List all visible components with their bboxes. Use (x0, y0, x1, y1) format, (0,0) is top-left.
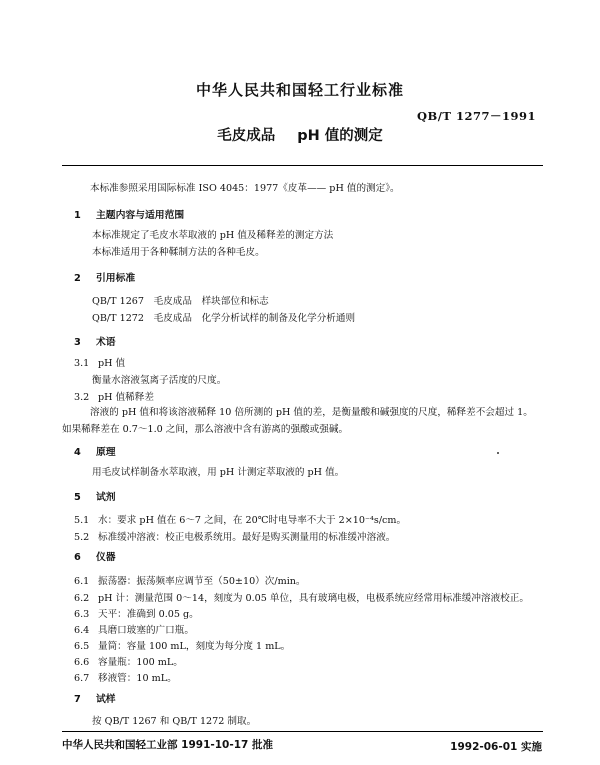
effective-date: 1992-06-01 实施 (450, 741, 542, 753)
instrument-3: 6.3 天平：准确到 0.05 g。 (74, 609, 199, 620)
instrument-4: 6.4 具磨口玻塞的广口瓶。 (74, 625, 194, 636)
section-1-heading: 1 主题内容与适用范围 (74, 210, 185, 221)
instrument-7: 6.7 移液管：10 mL。 (74, 673, 177, 684)
reagent-2: 5.2 标准缓冲溶液：校正电极系统用。最好是购买测量用的标准缓冲溶液。 (74, 532, 396, 543)
intro-paragraph: 本标准参照采用国际标准 ISO 4045：1977《皮革—— pH 值的测定》。 (90, 183, 400, 194)
section-1-line-2: 本标准适用于各种鞣制方法的各种毛皮。 (92, 247, 265, 258)
instrument-1: 6.1 振荡器：振荡频率应调节至（50±10）次/min。 (74, 576, 306, 587)
instrument-2: 6.2 pH 计：测量范围 0～14，刻度为 0.05 单位，具有玻璃电极，电极系统应经常用标准缓冲溶液校正。 (74, 593, 529, 604)
section-5-heading: 5 试剂 (74, 492, 116, 503)
approval-info: 中华人民共和国轻工业部 1991-10-17 批准 (62, 739, 273, 751)
section-6-heading: 6 仪器 (74, 552, 116, 563)
section-7-heading: 7 试样 (74, 694, 116, 705)
issuing-organization: 中华人民共和国轻工行业标准 (195, 81, 404, 99)
section-4-text: 用毛皮试样制备水萃取液，用 pH 计测定萃取液的 pH 值。 (92, 467, 345, 478)
instrument-5: 6.5 量筒：容量 100 mL，刻度为每分度 1 mL。 (74, 641, 291, 652)
term-1-definition: 衡量水溶液氢离子活度的尺度。 (92, 375, 227, 386)
section-7-text: 按 QB/T 1267 和 QB/T 1272 制取。 (92, 716, 257, 727)
term-1: 3.1 pH 值 (74, 358, 126, 369)
footer-rule (62, 731, 543, 732)
reagent-1: 5.1 水：要求 pH 值在 6～7 之间，在 20℃时电导率不大于 2×10⁻⁴s/cm。 (74, 515, 407, 526)
speck (497, 452, 499, 454)
term-2-definition: 溶液的 pH 值和将该溶液稀释 10 倍所测的 pH 值的差，是衡量酸和碱强度的尺度，稀释差不会超过 1。如果稀释差在 0.7～1.0 之间，那么溶液中含有游离的强酸或强碱。 (62, 407, 533, 435)
section-3-heading: 3 术语 (74, 337, 116, 348)
section-1-line-1: 本标准规定了毛皮水萃取液的 pH 值及稀释差的测定方法 (92, 230, 334, 241)
reference-2: QB/T 1272 毛皮成品 化学分析试样的制备及化学分析通则 (92, 313, 356, 324)
title-part-1: 毛皮成品 (217, 128, 276, 144)
instrument-6: 6.6 容量瓶：100 mL。 (74, 657, 183, 668)
term-2: 3.2 pH 值稀释差 (74, 392, 154, 403)
header-rule (62, 165, 543, 166)
section-4-heading: 4 原理 (74, 447, 116, 458)
document-title (0, 124, 600, 145)
reference-1: QB/T 1267 毛皮成品 样块部位和标志 (92, 296, 269, 307)
title-part-2: pH 值的测定 (297, 128, 383, 144)
section-2-heading: 2 引用标准 (74, 273, 136, 284)
standard-code: QB/T 1277－1991 (416, 109, 536, 123)
